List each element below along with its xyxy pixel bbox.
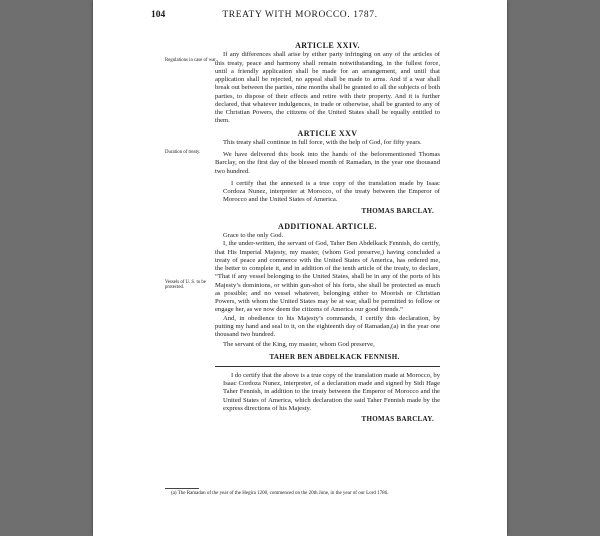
- page-header: [93, 10, 507, 24]
- certify-paragraph: I certify that the annexed is a true copy of the translation made by Isaac Cordoza Nunez, interpreter at Morocco, of the treaty between the Emperor of Morocco and the United States of America.: [223, 179, 440, 204]
- margin-note-duration: Duration of treaty.: [165, 150, 201, 155]
- servant-line: The servant of the King, my master, whom God preserve,: [223, 341, 375, 349]
- delivered-paragraph: We have delivered this book into the hands of the beforementioned Thomas Barclay, on the first day of the blessed month of Ramadan, in the year one thousand two hundred.: [215, 151, 440, 175]
- footnote-rule: [165, 488, 199, 489]
- article-25-text: This treaty shall continue in full force, with the help of God, for fifty years.: [223, 138, 422, 146]
- margin-note-regulations: Regulations in case of war.: [165, 58, 217, 63]
- running-title: TREATY WITH MOROCCO. 1787.: [222, 10, 378, 20]
- barclay-signature-2: THOMAS BARCLAY.: [361, 415, 434, 423]
- certify-paragraph-2: I do certify that the above is a true copy of the translation made at Morocco, by Isaac Cordoza Nunez, interpreter, of a declaration made and signed by Sidi Hage Taher Fennish, in addition to the treaty between the Emperor of Morocco and the United States of America, which declaration the said Taher Fennish made by the express directions of his Majesty.: [223, 371, 440, 412]
- additional-paragraph-2: And, in obedience to his Majesty’s commands, I certify this declaration, by putting my hand and seal to it, on the eighteenth day of Ramadan,(a) in the year one thousand two hundred.: [215, 314, 440, 338]
- article-24-text: If any differences shall arise by either party infringing on any of the articles of this treaty, peace and harmony shall remain notwithstanding, in the fullest force, until a friendly application shall be made for an arrangement, and until that application shall be rejected, no appeal shall be made to arms. And if a war shall break out between the parties, nine months shall be granted to all the subjects of both parties, to dispose of their effects and retire with their property. And it is further declared, that whatever indulgences, in trade or otherwise, shall be granted to any of the Christian Powers, the citizens of the United States shall be equally entitled to them.: [215, 51, 440, 125]
- barclay-signature-1: THOMAS BARCLAY.: [361, 206, 434, 215]
- section-divider: [215, 366, 440, 367]
- footnote: (a) The Ramadan of the year of the Hegira 1200, commenced on the 20th June, in the year of our Lord 1786.: [171, 491, 389, 496]
- page-number: 104: [151, 10, 166, 20]
- document-page: [93, 0, 507, 536]
- additional-paragraph-1: I, the under-written, the servant of God, Taher Ben Abdelkack Fennish, do certify, that His Imperial Majesty, my master, (whom God preserve,) having concluded a treaty of peace and commerce with the United States of America, has ordered me, the better to complete it, and in addition of the tenth article of the treaty, to declare, “That if any vessel belonging to the United States, shall be in any of the ports of his Majesty’s dominions, or within gun-shot of his forts, she shall be protected as much as possible; and no vessel whatever, belonging either to Moorish or Christian Powers, with whom the United States may be at war, shall be permitted to follow or engage her, as we now deem the citizens of America our good friends.”: [215, 240, 440, 314]
- grace-line: Grace to the only God.: [223, 232, 284, 239]
- article-24-heading: ARTICLE XXIV.: [295, 41, 360, 50]
- margin-note-vessels: Vessels of U. S. to be protected.: [165, 280, 206, 291]
- taher-signature: TAHER BEN ABDELKACK FENNISH.: [269, 352, 400, 361]
- additional-article-heading: ADDITIONAL ARTICLE.: [278, 221, 377, 231]
- article-25-heading: ARTICLE XXV: [297, 128, 358, 138]
- document-body: [215, 42, 440, 423]
